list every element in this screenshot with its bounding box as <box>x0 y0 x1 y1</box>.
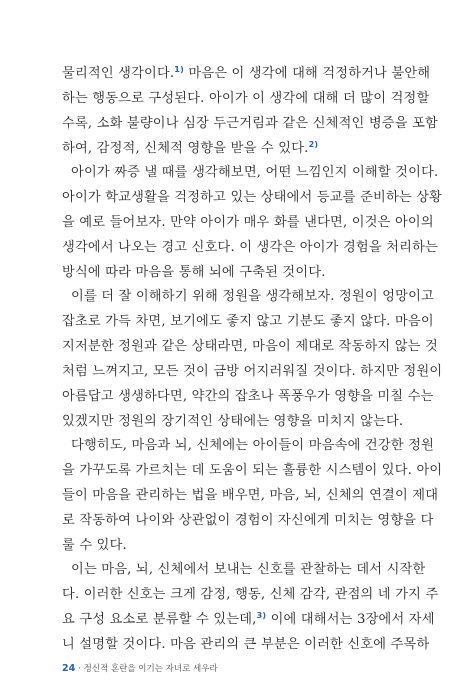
text-line-15: 있겠지만 정원의 장기적인 상태에는 영향을 미치지 않는다. <box>62 414 404 429</box>
text-line-6: 아이가 학교생활을 걱정하고 있는 상태에서 등교를 준비하는 상황 <box>62 190 443 205</box>
text-line-13: 처럼 느껴지고, 모든 것이 금방 어지러워질 것이다. 하지만 정원이 <box>62 364 443 379</box>
text-line-2: 하는 행동으로 구성된다. 아이가 이 생각에 대해 더 많이 걱정할 <box>62 91 430 106</box>
text-line-11: 잡초로 가득 차면, 보기에도 좋지 않고 기분도 좋지 않다. 마음이 <box>62 314 434 329</box>
page-number: 24 <box>62 663 76 674</box>
text-line-7: 을 예로 들어보자. 만약 아이가 매우 화를 낸다면, 이것은 아이의 <box>62 215 434 230</box>
running-title: · 정신적 혼란을 이기는 자녀로 세우라 <box>78 664 218 674</box>
footnote-marker-2: 2) <box>308 140 319 149</box>
text-line-8: 생각에서 나오는 경고 신호다. 이 생각은 아이가 경험을 처리하는 <box>62 240 438 255</box>
text-line-1: 물리적인 생각이다.$^{1)}$ 마음은 이 생각에 대해 걱정하거나 불안해 <box>62 65 431 81</box>
text-line-4: 하여, 감정적, 신체적 영향을 받을 수 있다.$^{2)}$ <box>62 140 319 156</box>
text-line-22: 다. 이러한 신호는 크게 감정, 행동, 신체 감각, 관점의 네 가지 주 <box>62 587 439 602</box>
footnote-marker-3: 3) <box>256 611 267 620</box>
text-line-5: 아이가 짜증 낼 때를 생각해보면, 어떤 느낌인지 이해할 것이다. <box>71 165 439 180</box>
text-line-16: 다행히도, 마음과 뇌, 신체에는 아이들이 마음속에 건강한 정원 <box>71 438 435 453</box>
text-line-18: 들이 마음을 관리하는 법을 배우면, 마음, 뇌, 신체의 연결이 제대 <box>62 488 439 503</box>
text-line-24: 니 설명할 것이다. 마음 관리의 큰 부분은 이러한 신호에 주목하 <box>62 637 430 652</box>
text-line-14: 아름답고 생생하다면, 약간의 잡초나 폭풍우가 영향을 미칠 수는 <box>62 389 434 404</box>
text-line-19: 로 작동하여 나이와 상관없이 경험이 자신에게 미치는 영향을 다 <box>62 513 434 528</box>
text-line-21: 이는 마음, 뇌, 신체에서 보내는 신호를 관찰하는 데서 시작한 <box>71 562 426 577</box>
page-footer <box>62 662 218 674</box>
text-line-20: 룰 수 있다. <box>62 538 127 553</box>
text-line-17: 을 가꾸도록 가르치는 데 도움이 되는 훌륭한 시스템이 있다. 아이 <box>62 463 443 478</box>
text-line-10: 이를 더 잘 이해하기 위해 정원을 생각해보자. 정원이 엉망이고 <box>71 289 435 304</box>
text-line-12: 지저분한 정원과 같은 상태라면, 마음이 제대로 작동하지 않는 것 <box>62 339 438 354</box>
text-line-23: 요 구성 요소로 분류할 수 있는데,$^{3)}$ 이에 대해서는 3장에서 자세 <box>62 611 435 627</box>
footnote-marker-1: 1) <box>174 65 184 74</box>
text-line-9: 방식에 따라 마음을 통해 뇌에 구축된 것이다. <box>62 265 326 280</box>
text-line-3: 수록, 소화 불량이나 심장 두근거림과 같은 신체적인 병증을 포함 <box>62 116 438 131</box>
